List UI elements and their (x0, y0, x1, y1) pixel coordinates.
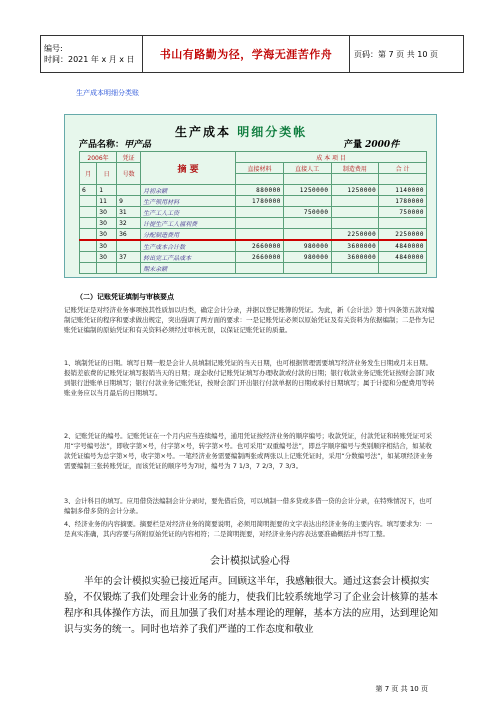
ledger-cell-total: 2250000 (379, 229, 427, 241)
ledger-cell-no: 32 (117, 218, 141, 229)
ledger-cell-month: 6 (80, 185, 97, 196)
ledger-cell-overhead (331, 207, 379, 218)
ledger-cell-overhead (331, 196, 379, 207)
ledger-cell-material (236, 207, 284, 218)
ledger-cell-material (236, 263, 284, 274)
quantity-label: 产量 (344, 140, 366, 150)
ledger-cell-labor: 980000 (283, 252, 331, 263)
ledger-cell-day: 30 (97, 218, 117, 229)
ledger-cell-overhead: 1250000 (331, 185, 379, 196)
ledger-cell-overhead (331, 263, 379, 274)
ledger-cell-day: 30 (97, 229, 117, 241)
time-label: 时间：2021 年 x 月 x 日 (44, 55, 135, 64)
ledger-cell-overhead: 2250000 (331, 229, 379, 241)
ledger-cell-desc: 月初余额 (141, 185, 236, 196)
ledger-row (80, 196, 427, 207)
page-label: 页码：第 7 页 共 10 页 (354, 49, 438, 59)
header-left-cell (41, 36, 143, 72)
ledger-cell-desc: 生产领用材料 (141, 196, 236, 207)
ledger-cell-labor: 750000 (283, 207, 331, 218)
ledger-link[interactable]: 生产成本明细分类账 (76, 89, 139, 97)
ledger-cell-labor (283, 229, 331, 241)
ledger-cell-no (117, 263, 141, 274)
col-no: 号数 (117, 163, 141, 185)
ledger-cell-day: 30 (97, 207, 117, 218)
ledger-cell-day: 11 (97, 196, 117, 207)
header-motto-cell (143, 36, 350, 72)
product-name (79, 137, 151, 150)
ledger-cell-total: 1140000 (379, 185, 427, 196)
ledger-cell-total: 4840000 (379, 240, 427, 252)
output-quantity (344, 137, 399, 150)
ledger-cell-material: 2660000 (236, 252, 284, 263)
ledger-cell-desc: 转出完工产品成本 (141, 252, 236, 263)
ledger-cell-total: 4840000 (379, 252, 427, 263)
ledger-cell-total (379, 218, 427, 229)
ledger-cell-material: 1780000 (236, 196, 284, 207)
col-direct-material: 直接材料 (236, 163, 284, 174)
ledger-cell-day (97, 263, 117, 274)
essay-title: 会计模拟试验心得 (210, 556, 290, 567)
ledger-cell-labor: 980000 (283, 240, 331, 252)
ledger-cell-no (117, 240, 141, 252)
ledger-cell-labor (283, 218, 331, 229)
ledger-cell-total: 750000 (379, 207, 427, 218)
ledger-cell-material (236, 229, 284, 241)
ledger-cell-material: 2660000 (236, 240, 284, 252)
ledger-cell-month (80, 240, 97, 252)
ledger-cell-month (80, 218, 97, 229)
ledger-row (80, 240, 427, 252)
ledger-cell-no: 9 (117, 196, 141, 207)
ledger-row (80, 218, 427, 229)
ledger-cell-month (80, 196, 97, 207)
col-spacer-overhead (331, 174, 379, 185)
number-label: 编号: (44, 44, 63, 53)
ledger-cell-day: 1 (97, 185, 117, 196)
ledger-title-green: 明细分类帐 (231, 125, 308, 139)
ledger-row (80, 263, 427, 274)
motto: 书山有路勤为径，学海无涯苦作舟 (159, 48, 333, 61)
ledger-cell-desc: 生产成本合计数 (141, 240, 236, 252)
para-date: 1、填制凭证的日期。填写日期一般是会计人员填制记账凭证的当天日期，也可根据管理需要填写经济业务发生日期或月末日期。报销差旅费的记账凭证填写报销当天的日期；现金收付记账凭证填写办理收款或付款的日期；银行收款业务记账凭证按财会部门收到银行进账单日期填写；银行付款业务记账凭证，按财会部门开出银行付款单据的日期或承付日期填写；属于计提和分配费用等转账业务应以当月最后的日期填写。 (64, 359, 435, 397)
col-spacer-labor (283, 174, 331, 185)
ledger-cell-material (236, 218, 284, 229)
ledger-cell-desc: 生产工人工资 (141, 207, 236, 218)
ledger-cell-material: 880000 (236, 185, 284, 196)
product-label: 产品名称： (79, 140, 125, 150)
ledger-cell-no (117, 185, 141, 196)
ledger-cell-labor (283, 196, 331, 207)
ledger-cell-day: 30 (97, 240, 117, 252)
ledger-row (80, 185, 427, 196)
product-value: 甲产品 (124, 140, 152, 150)
ledger-row (80, 207, 427, 218)
ledger-cell-month (80, 252, 97, 263)
col-cost-items: 成 本 项 目 (236, 152, 427, 163)
ledger-cell-no: 36 (117, 229, 141, 241)
ledger-table (79, 151, 427, 274)
ledger-cell-labor: 1250000 (283, 185, 331, 196)
header-right-cell (350, 36, 463, 72)
ledger-cell-month (80, 207, 97, 218)
section-heading: （二）记账凭证填制与审核要点 (76, 293, 174, 301)
para-summary: 4、经济业务的内容摘要。摘要栏是对经济业务的简要说明，必须用简明扼要的文字表达出经济业务的主要内容。填写要求为：一是真实准确，其内容要与所附原始凭证的内容相符；二是简明扼要，对经济业务内容表达要准确概括并书写工整。 (64, 520, 433, 538)
ledger-cell-overhead (331, 218, 379, 229)
ledger-cell-desc: 期末余额 (141, 263, 236, 274)
ledger-cell-overhead: 3600000 (331, 252, 379, 263)
col-day: 日 (97, 163, 117, 185)
ledger-cell-day: 30 (97, 252, 117, 263)
col-overhead: 制造费用 (331, 163, 379, 174)
ledger-cell-month (80, 263, 97, 274)
para-intro: 记账凭证是对经济业务事项按其性质加以归类，确定会计分录，并据以登记账簿的凭证。为此，新《会计法》第十四条第五款对编制记账凭证的程序和要求做出规定，突出强调了两方面的要求：一是记账凭证必须以原始凭证及有关资料为依据编制；二是作为记账凭证编制的原始凭证和有关资料必须经过审核无误，以保证记账凭证的质量。 (64, 306, 435, 334)
essay-body: 半年的会计模拟实验已接近尾声。回顾这半年，我感触很大。通过这套会计模拟实验，不仅锻炼了我们处理会计业务的能力，使我们比较系统地学习了企业会计核算的基本程序和具体操作方法，而且加强了我们对基本理论的理解，基本方法的应用，达到理论知识与实务的统一。同时也培养了我们严谨的工作态度和敬业 (64, 576, 439, 635)
ledger-cell-total (379, 263, 427, 274)
ledger-cell-no: 31 (117, 207, 141, 218)
ledger-image (64, 114, 437, 278)
col-spacer-material (236, 174, 284, 185)
ledger-row (80, 252, 427, 263)
col-month: 月 (80, 163, 97, 185)
col-spacer-total (379, 174, 427, 185)
ledger-cell-total: 1780000 (379, 196, 427, 207)
ledger-cell-overhead: 3600000 (331, 240, 379, 252)
col-summary: 摘 要 (141, 152, 236, 185)
ledger-title-main: 生产成本 (175, 125, 232, 139)
ledger-cell-month (80, 229, 97, 241)
ledger-cell-desc: 计提生产工人福利费 (141, 218, 236, 229)
col-direct-labor: 直接人工 (283, 163, 331, 174)
quantity-value: 2000件 (365, 140, 400, 150)
page-footer: 第 7 页 共 10 页 (375, 685, 428, 693)
col-total: 合 计 (379, 163, 427, 174)
para-account: 3、会计科目的填写。应用借贷法编制会计分录时，要先借后贷，可以填制一借多贷或多借一贷的会计分录，在特殊情况下，也可编制多借多贷的会计分录。 (64, 497, 433, 515)
para-numbering: 2、记账凭证的编号。记账凭证在一个月内应当连续编号，通用凭证按经济业务的顺序编号；收款凭证，付款凭证和转账凭证可采用“字号编号法”，即收字第×号，付字第×号，转字第×号。也可采用“双重编号法”，即总字顺序编号与类别顺序相结合，如某收款凭证编号为总字第×号，收字第×号。一笔经济业务需要编制两张或两张以上记账凭证时，采用“分数编号法”，如某项经济业务需要编制三张转账凭证，而该凭证的顺序号为7时，编号为 7 1/3，7 2/3，7 3/3。 (64, 432, 433, 470)
ledger-cell-labor (283, 263, 331, 274)
col-year: 2006年 (80, 152, 117, 163)
ledger-cell-no: 37 (117, 252, 141, 263)
ledger-row (80, 229, 427, 241)
page-header (40, 35, 464, 73)
ledger-title (175, 123, 307, 140)
ledger-cell-desc: 分配制造费用 (141, 229, 236, 241)
col-voucher: 凭证 (117, 152, 141, 163)
